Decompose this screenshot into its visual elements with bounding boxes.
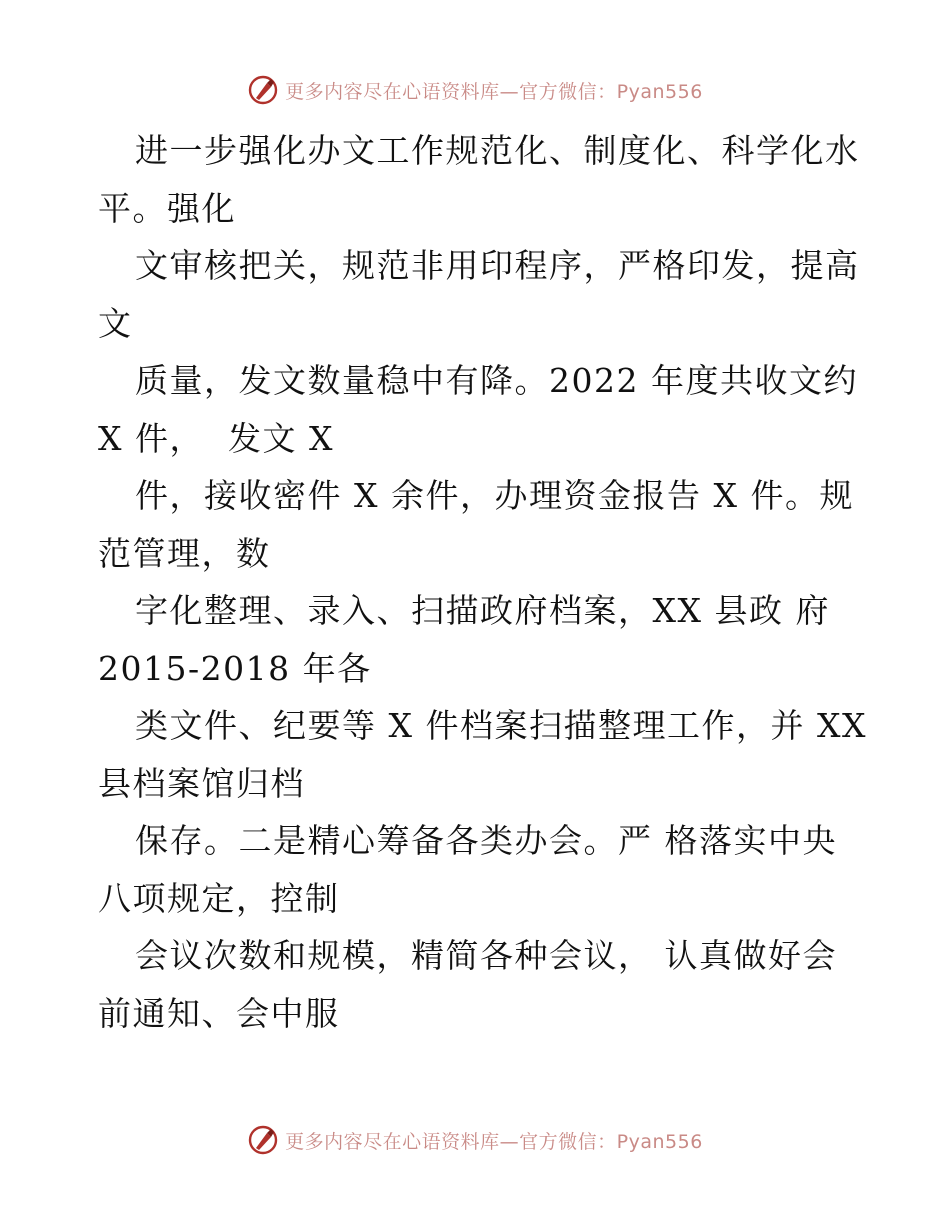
body-line: 进一步强化办文工作规范化、制度化、科学化水 — [135, 131, 860, 170]
body-line: 文 — [98, 303, 133, 343]
body-line: 文审核把关，规范非用印程序，严格印发，提高 — [135, 246, 860, 285]
body-line: 平。强化 — [98, 188, 236, 228]
pen-nib-logo-icon — [247, 74, 279, 106]
body-line: 县档案馆归档 — [98, 763, 305, 803]
body-line: 质量，发文数量稳中有降。2022 年度共收文约 — [135, 361, 858, 400]
body-line: 八项规定，控制 — [98, 878, 340, 918]
body-line: 范管理，数 — [98, 533, 271, 573]
document-body — [98, 122, 867, 1042]
body-line: 保存。二是精心筹备各类办会。严 格落实中央 — [135, 821, 837, 860]
pen-nib-logo-icon — [247, 1124, 279, 1156]
body-line: 会议次数和规模，精简各种会议， 认真做好会 — [135, 936, 837, 975]
body-line: 件，接收密件 X 余件，办理资金报告 X 件。规 — [135, 476, 854, 515]
body-line: 2015-2018 年各 — [98, 648, 372, 688]
body-line: X 件， 发文 X — [98, 418, 334, 458]
body-line: 字化整理、录入、扫描政府档案，XX 县政 府 — [135, 591, 830, 630]
body-line: 类文件、纪要等 X 件档案扫描整理工作，并 XX — [135, 706, 867, 745]
body-line: 前通知、会中服 — [98, 993, 340, 1033]
header-banner-text: 更多内容尽在心语资料库—官方微信：Pyan556 — [285, 80, 703, 103]
header-banner — [0, 70, 950, 110]
footer-banner — [0, 1120, 950, 1160]
footer-banner-text: 更多内容尽在心语资料库—官方微信：Pyan556 — [285, 1130, 703, 1153]
